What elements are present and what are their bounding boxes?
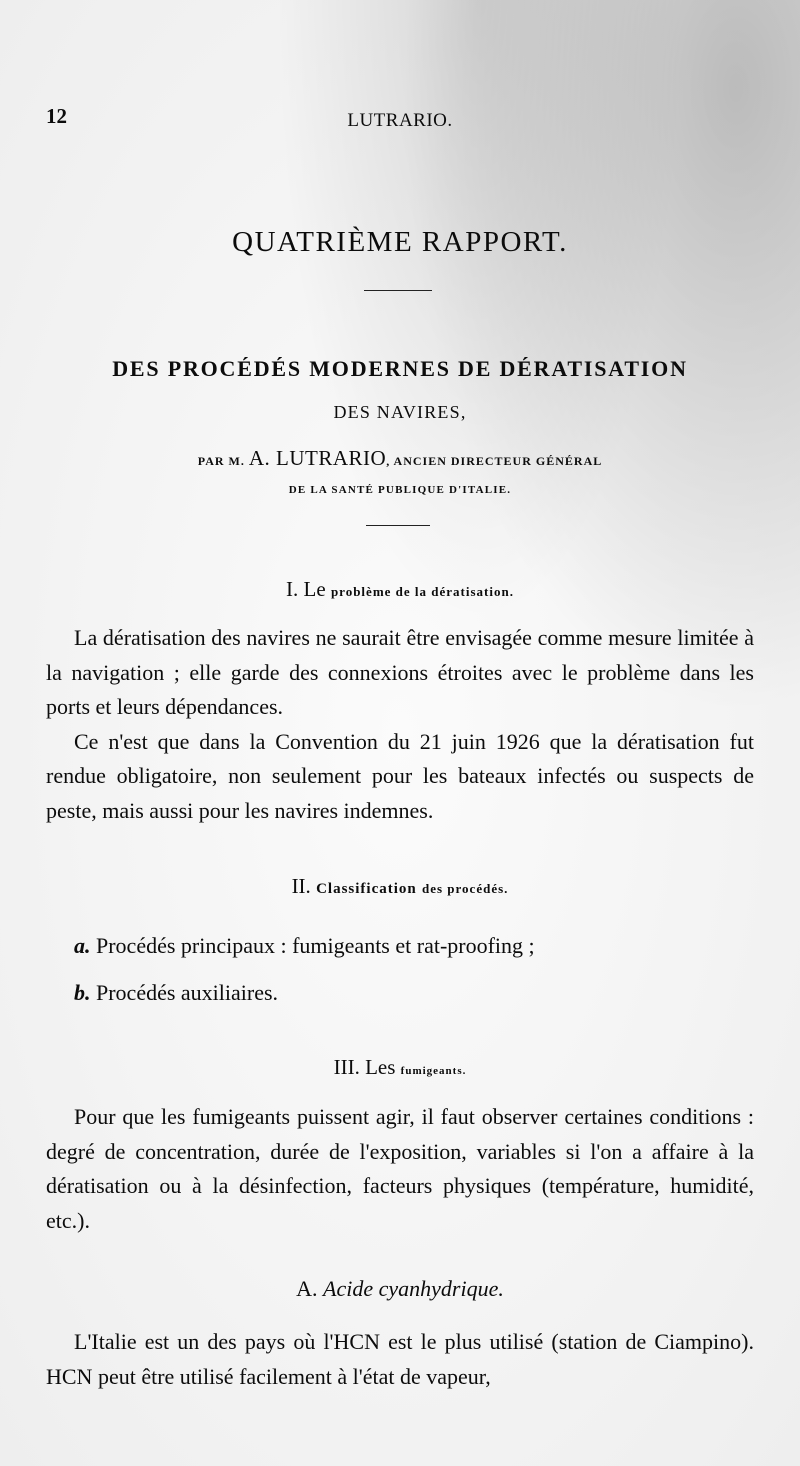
report-title: QUATRIÈME RAPPORT. — [232, 226, 568, 258]
main-title: DES PROCÉDÉS MODERNES DE DÉRATISATION — [112, 356, 688, 381]
section-heading-first: Classification — [316, 881, 417, 897]
section-heading-rest: fumigeants. — [400, 1065, 467, 1077]
title-divider — [364, 290, 432, 291]
section-number: I. — [286, 577, 299, 601]
list-marker: b. — [74, 980, 91, 1005]
paragraph: Pour que les fumigeants puissent agir, il faut observer certaines conditions : degré de concentration, durée de l'exposition, variables si l'on a affaire à la dératisation ou à la désinfection, facteurs physiques (température, humidité, etc.). — [46, 1104, 754, 1233]
section-heading-rest: des procédés. — [421, 881, 509, 896]
section-heading-3 — [0, 1055, 800, 1080]
section-heading-2 — [0, 874, 800, 899]
page-number: 12 — [46, 104, 67, 128]
paragraph: La dératisation des navires ne saurait être envisagée comme mesure limitée à la navigation ; elle garde des connexions étroites avec le problème dans les ports et leurs dépendances. — [46, 625, 754, 719]
section-heading-first: Les — [365, 1055, 396, 1079]
section-number: II. — [291, 874, 311, 898]
byline-prefix: PAR M. — [197, 454, 245, 468]
byline — [0, 446, 800, 471]
section-heading-first: Le — [303, 577, 326, 601]
list-item — [74, 980, 278, 1006]
section-heading-1 — [0, 577, 800, 602]
author-name: A. LUTRARIO — [248, 446, 387, 470]
list-text: Procédés principaux : fumigeants et rat-proofing ; — [96, 933, 535, 958]
section-number: III. — [333, 1055, 360, 1079]
byline-suffix: , ANCIEN DIRECTEUR GÉNÉRAL — [386, 454, 603, 468]
section-3-body — [46, 1100, 754, 1238]
section-1-body — [46, 621, 754, 828]
byline-divider — [366, 525, 430, 526]
section-heading-rest: problème de la dératisation. — [330, 584, 514, 599]
list-marker: a. — [74, 933, 91, 958]
affiliation: DE LA SANTÉ PUBLIQUE D'ITALIE. — [288, 484, 512, 496]
running-head: LUTRARIO. — [347, 110, 453, 131]
subsection-letter: A. — [296, 1276, 318, 1301]
paragraph: L'Italie est un des pays où l'HCN est le plus utilisé (station de Ciampino). HCN peut être utilisé facilement à l'état de vapeur, — [46, 1329, 754, 1389]
list-text: Procédés auxiliaires. — [96, 980, 279, 1005]
subtitle: DES NAVIRES, — [333, 402, 467, 422]
paragraph: Ce n'est que dans la Convention du 21 juin 1926 que la dératisation fut rendue obligatoire, non seulement pour les bateaux infectés ou suspects de peste, mais aussi pour les navires indemnes. — [46, 728, 754, 823]
subsection-a-body — [46, 1325, 754, 1394]
subsection-heading — [0, 1276, 800, 1302]
subsection-title: Acide cyanhydrique. — [323, 1276, 504, 1301]
list-item — [74, 933, 535, 959]
